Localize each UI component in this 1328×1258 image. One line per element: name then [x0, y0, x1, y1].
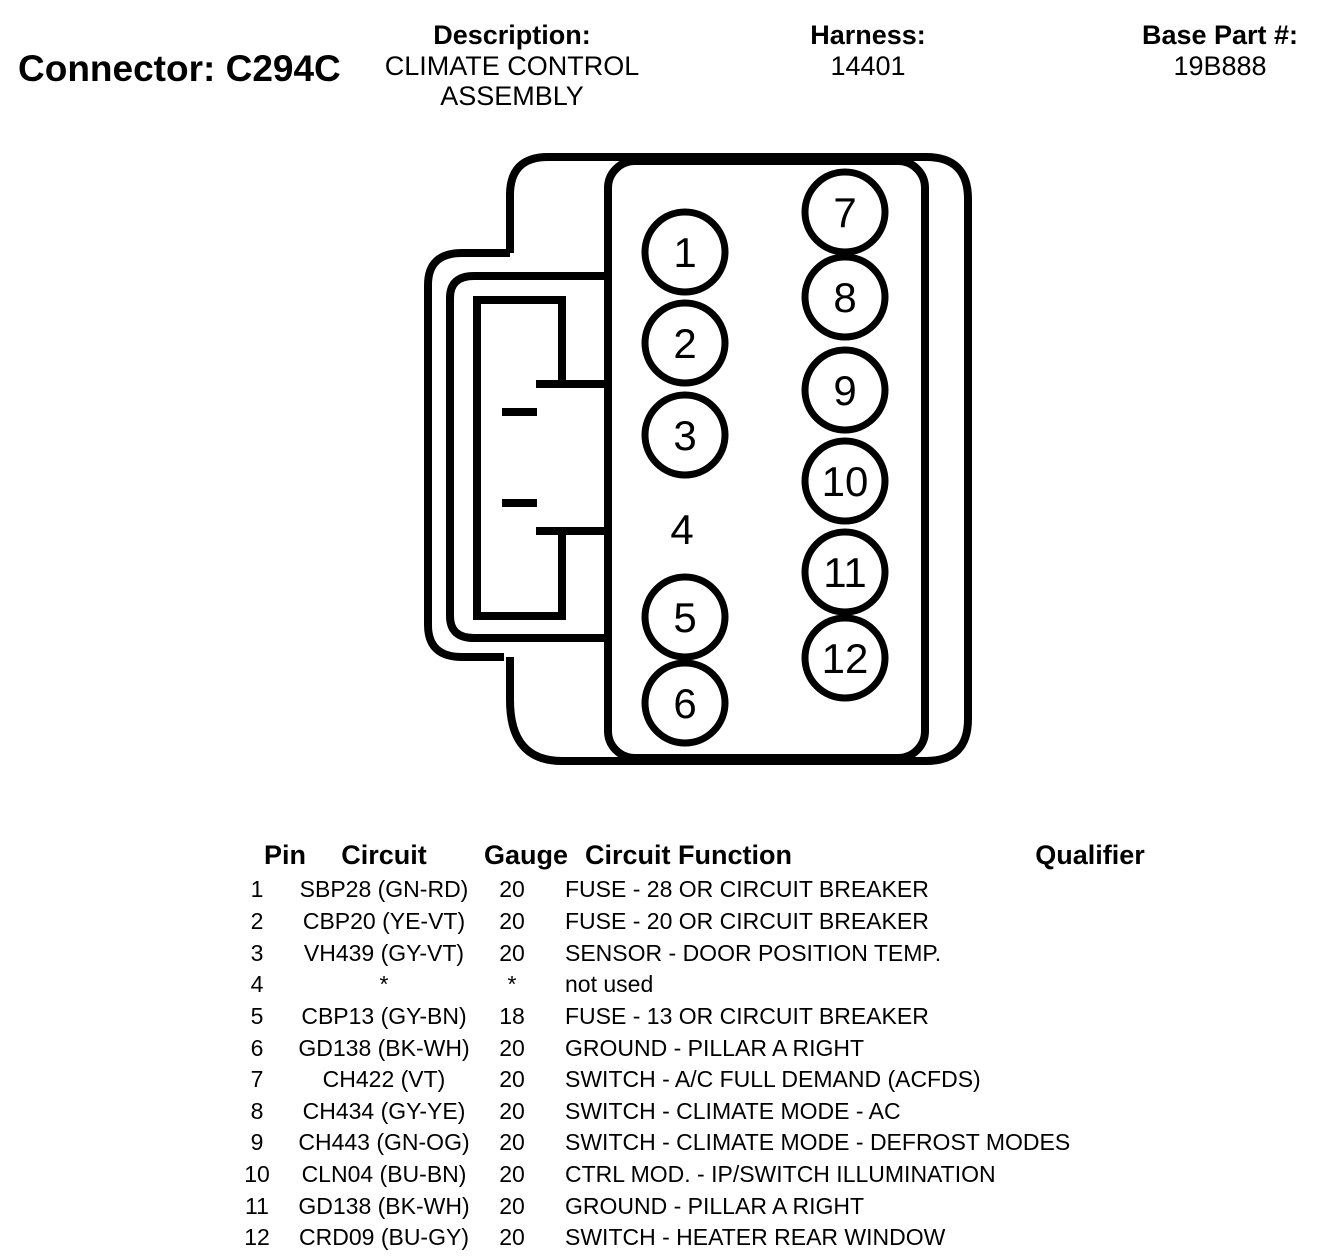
cell-gauge: 20 [499, 1161, 525, 1188]
column-header-gauge: Gauge [484, 840, 569, 870]
cell-circuit: CH443 (GN-OG) [298, 1129, 470, 1156]
cell-gauge: 18 [499, 1002, 525, 1029]
cell-circuit: CH422 (VT) [322, 1066, 446, 1093]
cell-circuit: GD138 (BK-WH) [298, 1192, 470, 1219]
table-row [230, 937, 1180, 969]
cell-gauge: 20 [499, 907, 525, 934]
pin-8-number: 8 [833, 274, 857, 322]
description-value-line2: ASSEMBLY [440, 81, 584, 111]
cell-func: CTRL MOD. - IP/SWITCH ILLUMINATION [565, 1161, 996, 1188]
pin-2-number: 2 [673, 320, 697, 368]
cell-gauge: 20 [499, 1192, 525, 1219]
cell-pin: 6 [250, 1034, 264, 1061]
pinout-table [230, 840, 1180, 1254]
table-row [230, 1190, 1180, 1222]
cell-circuit: * [379, 971, 389, 998]
table-row [230, 1001, 1180, 1033]
cell-pin: 9 [250, 1129, 264, 1156]
cell-pin: 8 [250, 1097, 264, 1124]
table-row [230, 874, 1180, 906]
cell-pin: 1 [250, 876, 264, 903]
description-label: Description: [433, 20, 591, 50]
table-body [230, 874, 1180, 1254]
table-row [230, 906, 1180, 938]
table-header-row [230, 840, 1180, 870]
column-header-pin: Pin [264, 840, 307, 870]
table-row [230, 969, 1180, 1001]
column-header-function: Circuit Function [585, 840, 792, 870]
cell-pin: 4 [250, 971, 264, 998]
table-row [230, 1095, 1180, 1127]
cell-func: GROUND - PILLAR A RIGHT [565, 1192, 865, 1219]
pin-12-number: 12 [821, 635, 869, 683]
cell-func: SWITCH - A/C FULL DEMAND (ACFDS) [565, 1066, 981, 1093]
cell-func: SWITCH - HEATER REAR WINDOW [565, 1224, 946, 1251]
cell-func: GROUND - PILLAR A RIGHT [565, 1034, 865, 1061]
cell-gauge: 20 [499, 1097, 525, 1124]
table-row [230, 1159, 1180, 1191]
table-row [230, 1222, 1180, 1254]
cell-pin: 3 [250, 939, 264, 966]
pin-6-number: 6 [673, 680, 697, 728]
cell-pin: 7 [250, 1066, 264, 1093]
table-row [230, 1127, 1180, 1159]
cell-func: not used [565, 971, 654, 998]
connector-title: Connector: C294C [18, 48, 341, 89]
cell-gauge: 20 [499, 1224, 525, 1251]
cell-pin: 2 [250, 907, 264, 934]
cell-circuit: CLN04 (BU-BN) [301, 1161, 467, 1188]
cell-gauge: 20 [499, 876, 525, 903]
pin-5-number: 5 [673, 594, 697, 642]
cell-func: FUSE - 13 OR CIRCUIT BREAKER [565, 1002, 929, 1029]
table-row [230, 1064, 1180, 1096]
base-part-label: Base Part #: [1141, 20, 1299, 50]
table-row [230, 1032, 1180, 1064]
cell-gauge: * [507, 971, 517, 998]
pin-11-number: 11 [823, 549, 867, 597]
pin-1-number: 1 [673, 229, 697, 277]
pin-4-number: 4 [670, 506, 694, 554]
cell-func: FUSE - 28 OR CIRCUIT BREAKER [565, 876, 929, 903]
cell-circuit: GD138 (BK-WH) [298, 1034, 470, 1061]
cell-func: FUSE - 20 OR CIRCUIT BREAKER [565, 907, 929, 934]
cell-pin: 11 [245, 1192, 269, 1219]
harness-value: 14401 [830, 50, 906, 81]
description-value-line1: CLIMATE CONTROL [384, 50, 640, 81]
cell-func: SWITCH - CLIMATE MODE - AC [565, 1097, 901, 1124]
cell-circuit: CBP20 (YE-VT) [302, 907, 466, 934]
cell-pin: 12 [244, 1224, 270, 1251]
harness-label: Harness: [810, 20, 926, 50]
pin-7-number: 7 [833, 189, 857, 237]
pin-3-number: 3 [673, 412, 697, 460]
cell-pin: 10 [244, 1161, 270, 1188]
column-header-circuit: Circuit [341, 840, 427, 870]
cell-circuit: CRD09 (BU-GY) [299, 1224, 469, 1251]
cell-func: SENSOR - DOOR POSITION TEMP. [565, 939, 942, 966]
column-header-qualifier: Qualifier [1035, 840, 1145, 870]
cell-gauge: 20 [499, 1066, 525, 1093]
cell-gauge: 20 [499, 1034, 525, 1061]
cell-pin: 5 [250, 1002, 264, 1029]
cell-circuit: SBP28 (GN-RD) [299, 876, 469, 903]
base-part-value: 19B888 [1173, 50, 1267, 81]
latch-tab-outer [428, 253, 510, 657]
pin-9-number: 9 [833, 367, 857, 415]
cell-circuit: CBP13 (GY-BN) [301, 1002, 467, 1029]
cell-gauge: 20 [499, 939, 525, 966]
cell-circuit: VH439 (GY-VT) [303, 939, 465, 966]
pin-10-number: 10 [821, 458, 869, 506]
cell-gauge: 20 [499, 1129, 525, 1156]
cell-circuit: CH434 (GY-YE) [302, 1097, 466, 1124]
cell-func: SWITCH - CLIMATE MODE - DEFROST MODES [565, 1129, 1071, 1156]
